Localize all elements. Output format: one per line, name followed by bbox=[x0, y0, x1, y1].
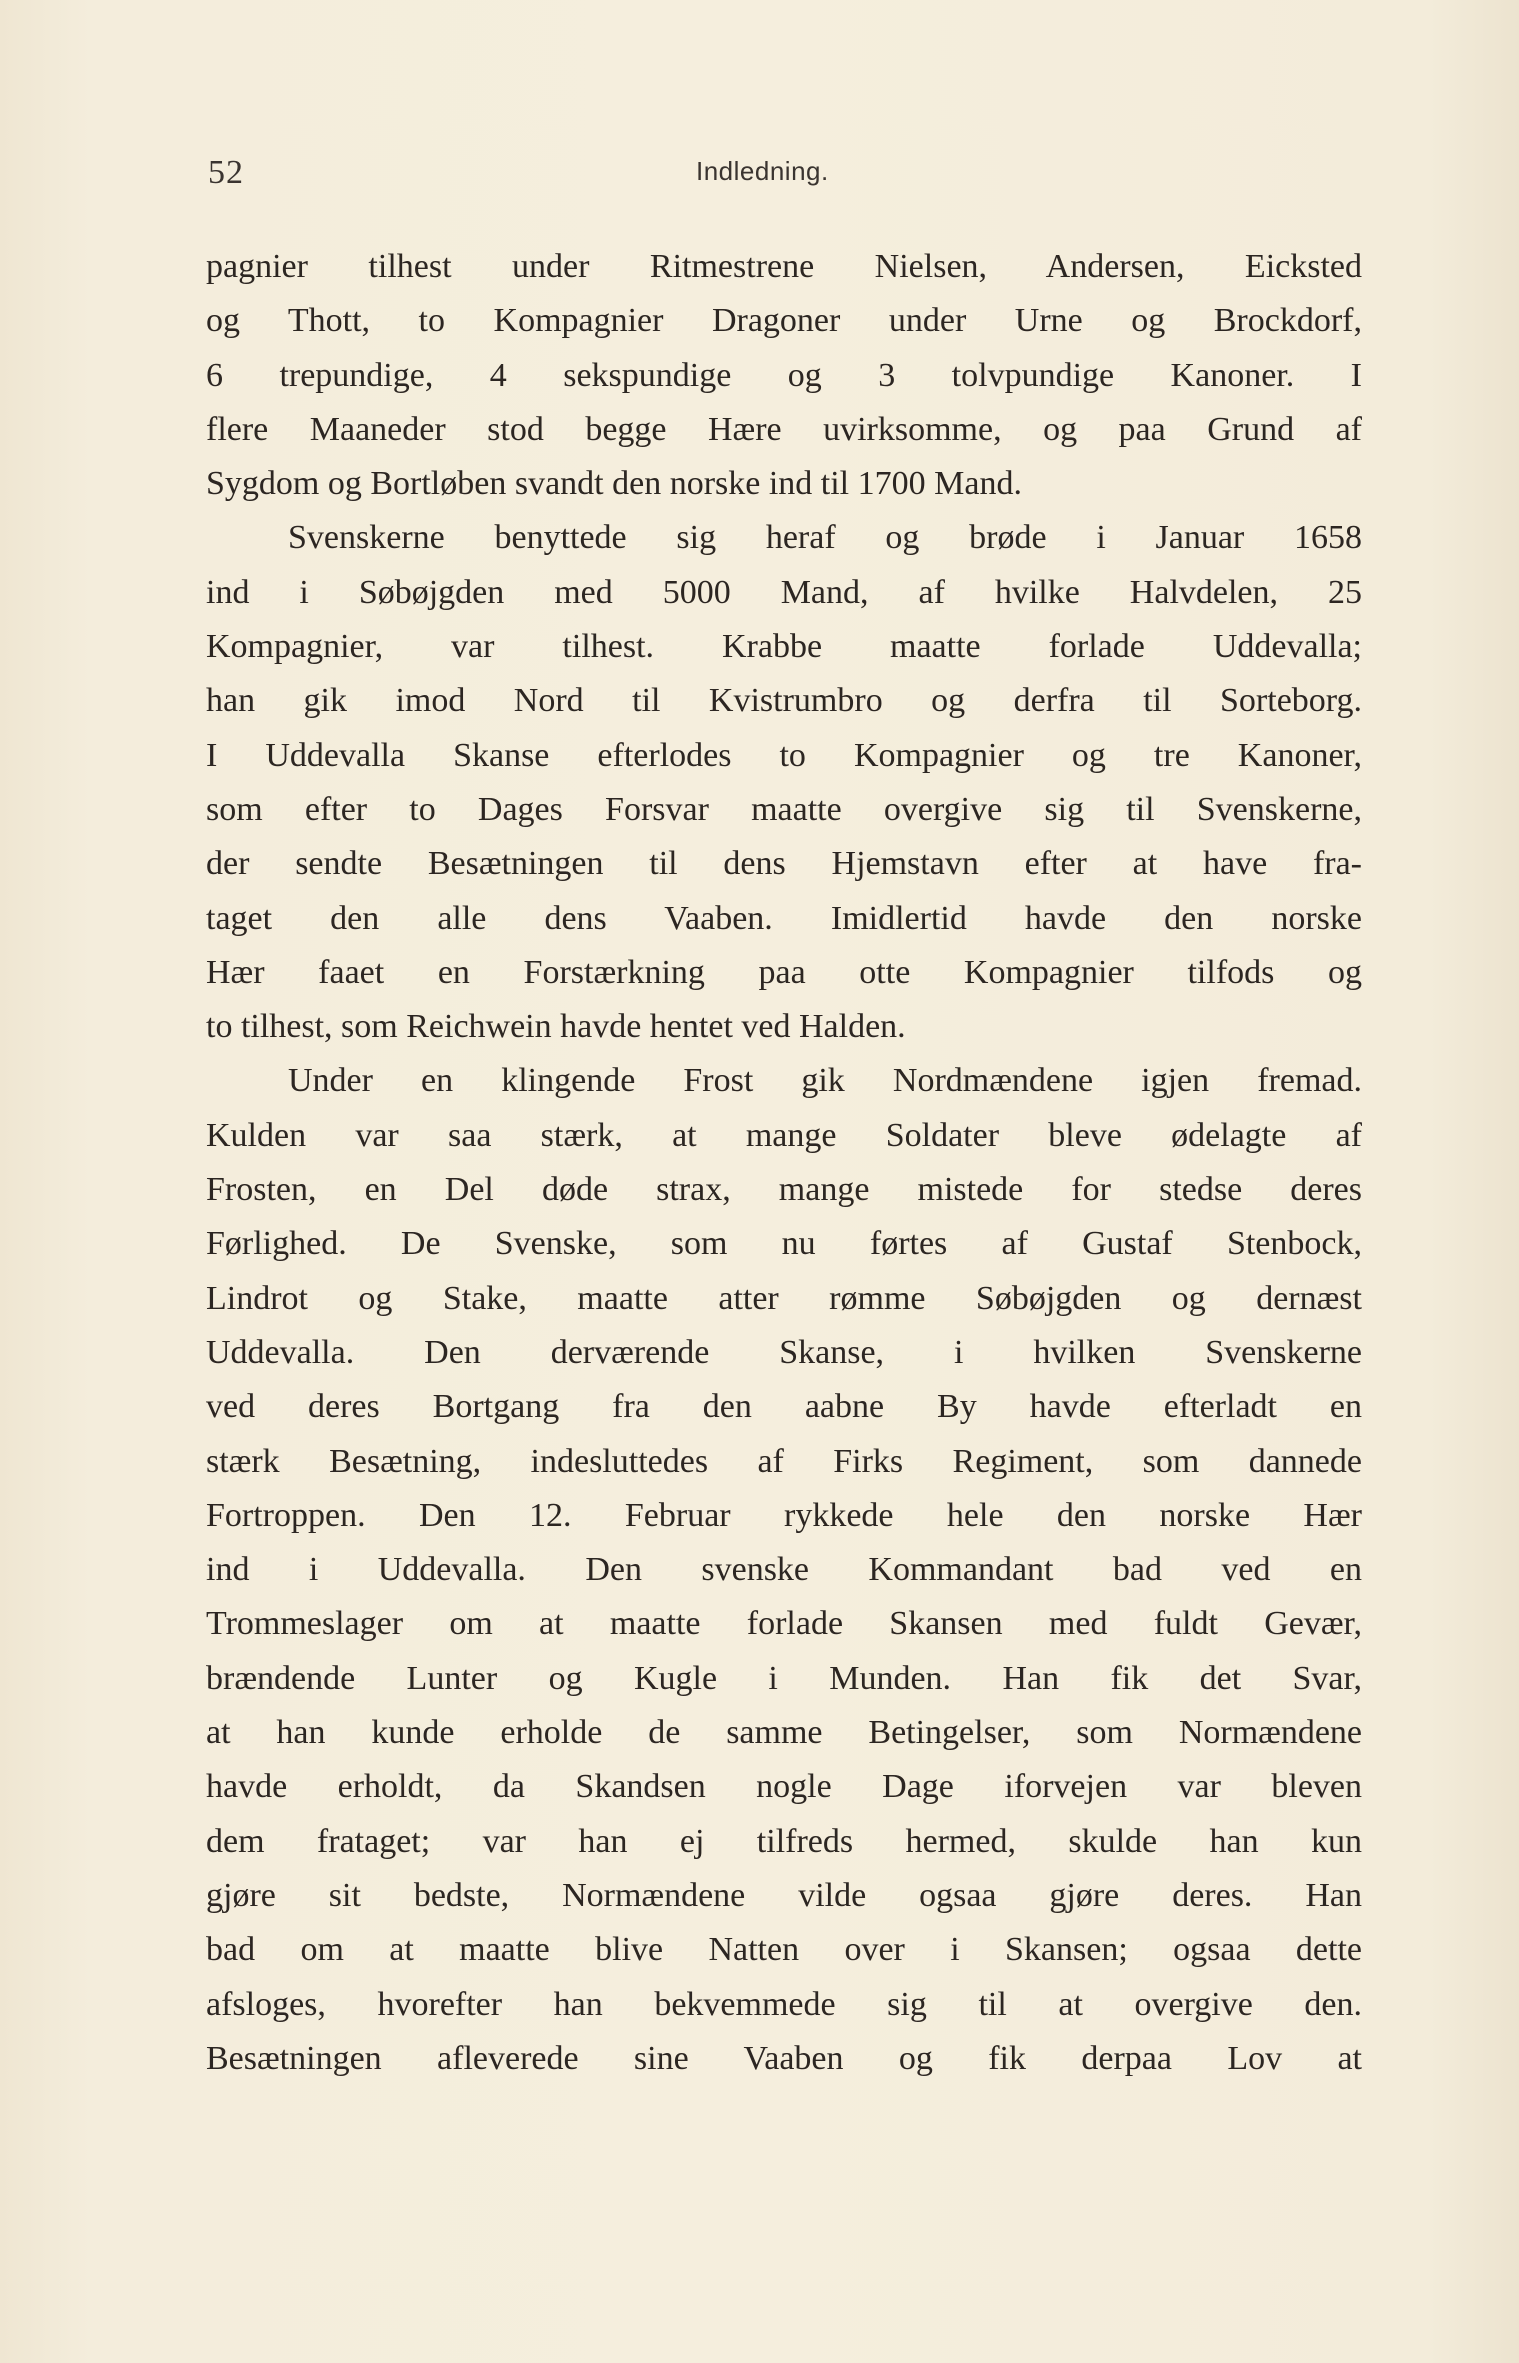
text-line: Frosten, en Del døde strax, mange mistede for stedse deres bbox=[206, 1171, 1362, 1209]
text-line: ind i Uddevalla. Den svenske Kommandant bad ved en bbox=[206, 1551, 1362, 1589]
text-line: Sygdom og Bortløben svandt den norske ind til 1700 Mand. bbox=[206, 465, 1022, 503]
text-line: han gik imod Nord til Kvistrumbro og derfra til Sorteborg. bbox=[206, 682, 1362, 720]
running-head: Indledning. bbox=[696, 156, 829, 186]
text-line: flere Maaneder stod begge Hære uvirksomme, og paa Grund af bbox=[206, 410, 1362, 448]
text-line: to tilhest, som Reichwein havde hentet ved Halden. bbox=[206, 1008, 906, 1046]
text-line: stærk Besætning, indesluttedes af Firks Regiment, som dannede bbox=[206, 1442, 1362, 1480]
text-line: bad om at maatte blive Natten over i Skansen; ogsaa dette bbox=[206, 1931, 1362, 1969]
text-line: taget den alle dens Vaaben. Imidlertid havde den norske bbox=[206, 899, 1362, 937]
text-line: Førlighed. De Svenske, som nu førtes af Gustaf Stenbock, bbox=[206, 1225, 1362, 1263]
text-line: brændende Lunter og Kugle i Munden. Han fik det Svar, bbox=[206, 1659, 1362, 1697]
text-line: der sendte Besætningen til dens Hjemstavn efter at have fra- bbox=[206, 845, 1362, 883]
text-line: Trommeslager om at maatte forlade Skansen med fuldt Gevær, bbox=[206, 1605, 1362, 1643]
page-header bbox=[0, 150, 1519, 200]
text-line: som efter to Dages Forsvar maatte overgive sig til Svenskerne, bbox=[206, 790, 1362, 828]
text-line: Svenskerne benyttede sig heraf og brøde i Januar 1658 bbox=[288, 519, 1362, 557]
text-line: gjøre sit bedste, Normændene vilde ogsaa gjøre deres. Han bbox=[206, 1876, 1362, 1914]
text-line: Lindrot og Stake, maatte atter rømme Søbøjgden og dernæst bbox=[206, 1279, 1362, 1317]
text-line: Under en klingende Frost gik Nordmændene igjen fremad. bbox=[288, 1062, 1362, 1100]
text-line: afsloges, hvorefter han bekvemmede sig til at overgive den. bbox=[206, 1985, 1362, 2023]
text-line: Uddevalla. Den derværende Skanse, i hvilken Svenskerne bbox=[206, 1333, 1362, 1371]
body-text bbox=[206, 240, 1362, 2086]
text-line: Besætningen afleverede sine Vaaben og fik derpaa Lov at bbox=[206, 2039, 1362, 2077]
text-line: ved deres Bortgang fra den aabne By havde efterladt en bbox=[206, 1388, 1362, 1426]
text-line: I Uddevalla Skanse efterlodes to Kompagnier og tre Kanoner, bbox=[206, 736, 1362, 774]
text-line: Kulden var saa stærk, at mange Soldater bleve ødelagte af bbox=[206, 1116, 1362, 1154]
text-line: Hær faaet en Forstærkning paa otte Kompagnier tilfods og bbox=[206, 953, 1362, 991]
page-number: 52 bbox=[208, 154, 244, 191]
text-line: at han kunde erholde de samme Betingelser, som Normændene bbox=[206, 1714, 1362, 1752]
text-line: Fortroppen. Den 12. Februar rykkede hele den norske Hær bbox=[206, 1496, 1362, 1534]
text-line: og Thott, to Kompagnier Dragoner under Urne og Brockdorf, bbox=[206, 302, 1362, 340]
text-line: 6 trepundige, 4 sekspundige og 3 tolvpundige Kanoner. I bbox=[206, 356, 1362, 394]
text-line: havde erholdt, da Skandsen nogle Dage iforvejen var bleven bbox=[206, 1768, 1362, 1806]
text-line: Kompagnier, var tilhest. Krabbe maatte forlade Uddevalla; bbox=[206, 628, 1362, 666]
text-line: dem frataget; var han ej tilfreds hermed, skulde han kun bbox=[206, 1822, 1362, 1860]
text-line: pagnier tilhest under Ritmestrene Nielsen, Andersen, Eicksted bbox=[206, 248, 1362, 285]
text-line: ind i Søbøjgden med 5000 Mand, af hvilke Halvdelen, 25 bbox=[206, 573, 1362, 611]
